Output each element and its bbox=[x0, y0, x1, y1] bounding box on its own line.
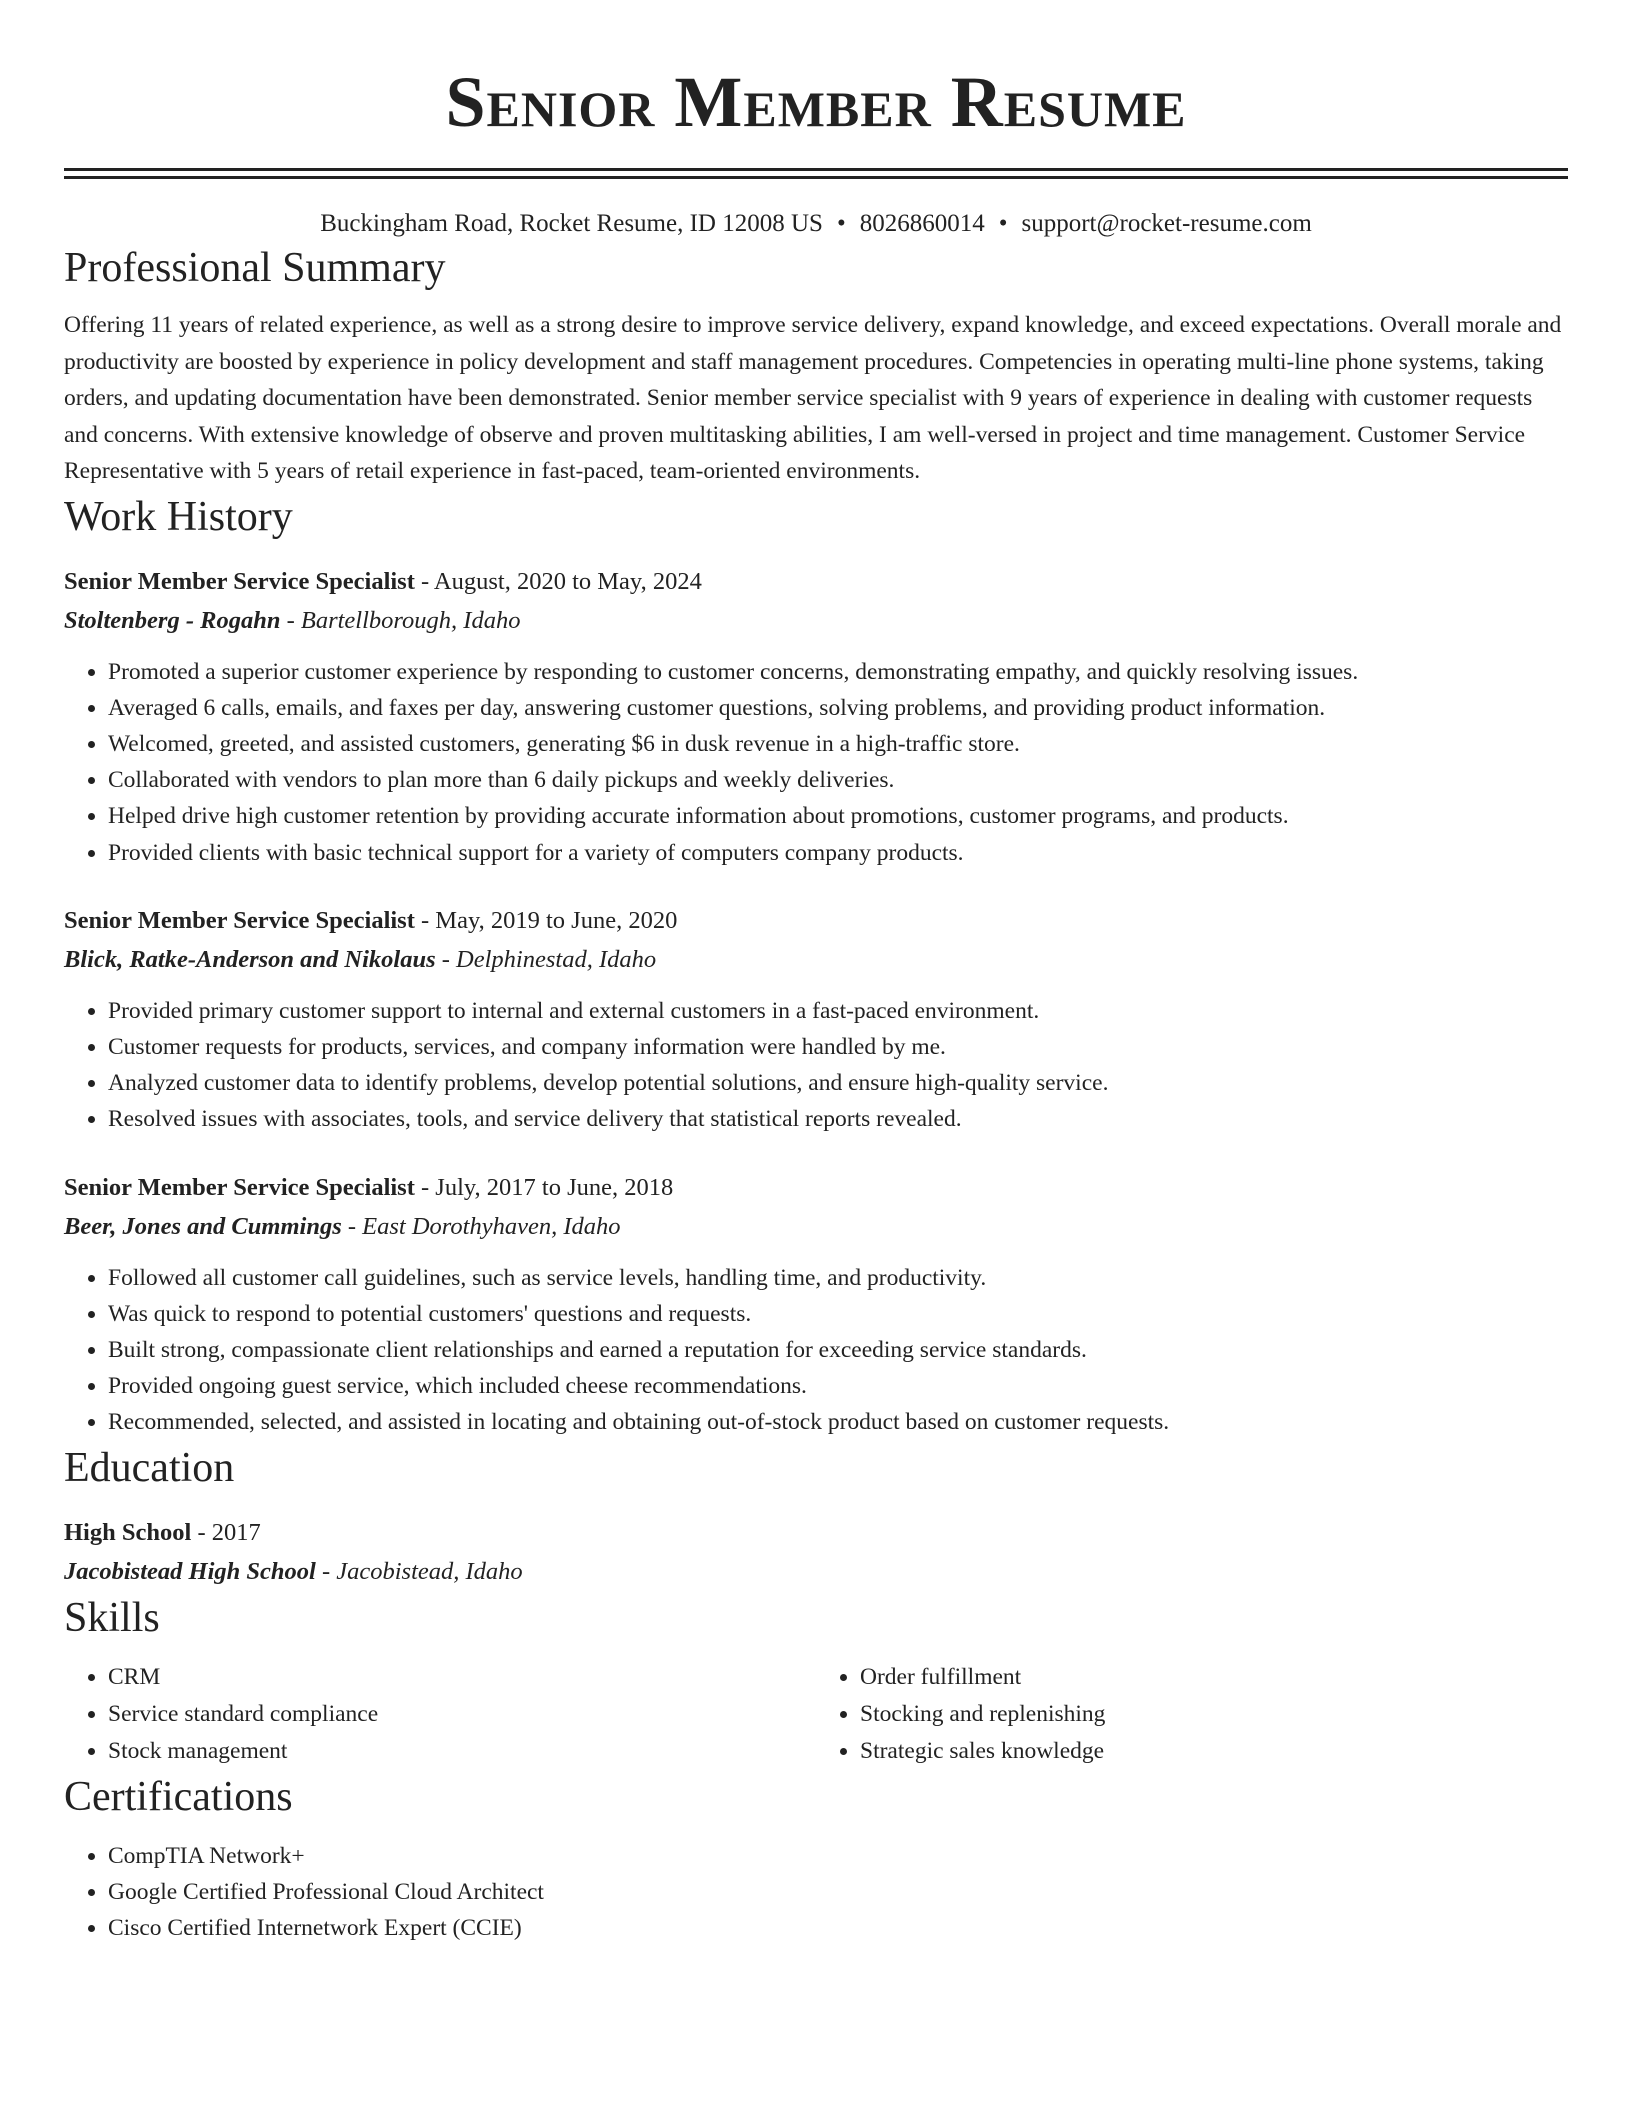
resume-title: Senior Member Resume bbox=[445, 62, 1187, 142]
education-degree-line bbox=[64, 1513, 1568, 1552]
job-bullet: • Customer requests for products, services, and company information were handled by me. bbox=[108, 1029, 1568, 1065]
work-history-heading: Work History bbox=[64, 493, 293, 540]
job-location: - Delphinestad, Idaho bbox=[435, 945, 657, 973]
skill-item: • Order fulfillment bbox=[860, 1659, 1568, 1696]
job-company-line bbox=[64, 1207, 1568, 1246]
job-bullet: • Was quick to respond to potential customers' questions and requests. bbox=[108, 1296, 1568, 1332]
job-bullets bbox=[64, 1260, 1568, 1441]
skill-item: • Stocking and replenishing bbox=[860, 1696, 1568, 1733]
job-title: Senior Member Service Specialist bbox=[64, 906, 415, 934]
certifications-heading: Certifications bbox=[64, 1773, 293, 1820]
skills-heading: Skills bbox=[64, 1594, 160, 1641]
summary-heading: Professional Summary bbox=[64, 245, 446, 291]
job-title: Senior Member Service Specialist bbox=[64, 567, 415, 595]
job-bullet: • Collaborated with vendors to plan more than 6 daily pickups and weekly deliveries. bbox=[108, 762, 1568, 798]
title-double-rule bbox=[64, 168, 1568, 179]
skills-column-left bbox=[64, 1659, 816, 1770]
job-bullet: • Provided clients with basic technical support for a variety of computers company products. bbox=[108, 835, 1568, 871]
job-entry bbox=[64, 562, 1568, 871]
certification-item: • Cisco Certified Internetwork Expert (CCIE) bbox=[108, 1910, 1568, 1946]
summary-text: Offering 11 years of related experience, as well as a strong desire to improve service delivery, expand knowledge, and exceed expectations. Overall morale and productivity are boosted by experience in policy development and staff management procedures. Competencies in operating multi-line phone systems, taking orders, and updating documentation have been demonstrated. Senior member service specialist with 9 years of experience in dealing with customer requests and concerns. With extensive knowledge of observe and proven multitasking abilities, I am well-versed in project and time management. Customer Service Representative with 5 years of retail experience in fast-paced, team-oriented environments. bbox=[64, 312, 1562, 484]
job-bullet: • Provided ongoing guest service, which included cheese recommendations. bbox=[108, 1368, 1568, 1404]
education-school: Jacobistead High School bbox=[64, 1557, 316, 1585]
skill-item: • CRM bbox=[108, 1659, 816, 1696]
job-title-line bbox=[64, 562, 1568, 601]
contact-address: Buckingham Road, Rocket Resume, ID 12008 US bbox=[320, 210, 823, 237]
contact-separator: • bbox=[998, 210, 1008, 237]
skills-column-right bbox=[816, 1659, 1568, 1770]
job-title: Senior Member Service Specialist bbox=[64, 1173, 415, 1201]
education-heading: Education bbox=[64, 1444, 235, 1491]
education-entry bbox=[64, 1513, 1568, 1591]
job-bullet: • Welcomed, greeted, and assisted customers, generating $6 in dusk revenue in a high-traffic store. bbox=[108, 726, 1568, 762]
certifications-list bbox=[64, 1838, 1568, 1947]
certification-item: • Google Certified Professional Cloud Architect bbox=[108, 1874, 1568, 1910]
skill-item: • Strategic sales knowledge bbox=[860, 1733, 1568, 1770]
education-school-line bbox=[64, 1552, 1568, 1591]
job-bullet: • Promoted a superior customer experience by responding to customer concerns, demonstrating empathy, and quickly resolving issues. bbox=[108, 654, 1568, 690]
job-title-line bbox=[64, 901, 1568, 940]
job-location: - Bartellborough, Idaho bbox=[280, 606, 521, 634]
job-bullet: • Averaged 6 calls, emails, and faxes per day, answering customer questions, solving problems, and providing product information. bbox=[108, 690, 1568, 726]
job-company: Stoltenberg - Rogahn bbox=[64, 606, 281, 634]
job-company: Blick, Ratke-Anderson and Nikolaus bbox=[64, 945, 436, 973]
job-title-line bbox=[64, 1168, 1568, 1207]
job-entry bbox=[64, 901, 1568, 1138]
education-degree: High School bbox=[64, 1518, 192, 1546]
skill-item: • Stock management bbox=[108, 1733, 816, 1770]
job-bullet: • Followed all customer call guidelines, such as service levels, handling time, and productivity. bbox=[108, 1260, 1568, 1296]
job-bullets bbox=[64, 993, 1568, 1138]
job-company-line bbox=[64, 601, 1568, 640]
job-company-line bbox=[64, 940, 1568, 979]
job-dates: - May, 2019 to June, 2020 bbox=[414, 906, 678, 934]
job-bullet: • Built strong, compassionate client relationships and earned a reputation for exceeding service standards. bbox=[108, 1332, 1568, 1368]
certification-item: • CompTIA Network+ bbox=[108, 1838, 1568, 1874]
skills-list bbox=[64, 1659, 1568, 1770]
job-bullet: • Recommended, selected, and assisted in locating and obtaining out-of-stock product based on customer requests. bbox=[108, 1404, 1568, 1440]
job-bullet: • Helped drive high customer retention by providing accurate information about promotions, customer programs, and products. bbox=[108, 798, 1568, 834]
job-bullet: • Analyzed customer data to identify problems, develop potential solutions, and ensure high-quality service. bbox=[108, 1065, 1568, 1101]
job-dates: - August, 2020 to May, 2024 bbox=[414, 567, 702, 595]
job-company: Beer, Jones and Cummings bbox=[64, 1212, 342, 1240]
education-year: - 2017 bbox=[191, 1518, 261, 1546]
contact-separator: • bbox=[836, 210, 846, 237]
education-location: - Jacobistead, Idaho bbox=[315, 1557, 523, 1585]
contact-phone: 8026860014 bbox=[859, 210, 985, 237]
contact-email: support@rocket-resume.com bbox=[1021, 210, 1312, 237]
job-dates: - July, 2017 to June, 2018 bbox=[414, 1173, 674, 1201]
job-location: - East Dorothyhaven, Idaho bbox=[341, 1212, 621, 1240]
skill-item: • Service standard compliance bbox=[108, 1696, 816, 1733]
job-bullet: • Resolved issues with associates, tools, and service delivery that statistical reports revealed. bbox=[108, 1101, 1568, 1137]
job-entry bbox=[64, 1168, 1568, 1441]
contact-line bbox=[64, 207, 1568, 241]
job-bullets bbox=[64, 654, 1568, 871]
job-bullet: • Provided primary customer support to internal and external customers in a fast-paced environment. bbox=[108, 993, 1568, 1029]
